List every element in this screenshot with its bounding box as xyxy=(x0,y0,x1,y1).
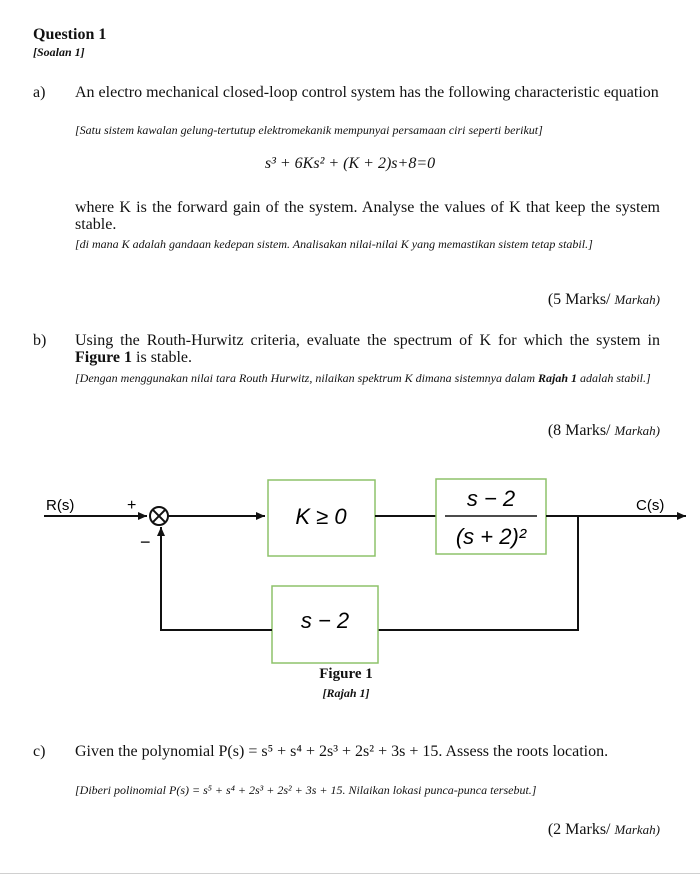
part-c-marks xyxy=(548,821,660,839)
part-a-marks-en: (5 Marks/ xyxy=(547,291,611,308)
part-b-marks xyxy=(548,422,660,440)
part-b-ms-pre: [Dengan menggunakan nilai tara Routh Hurwitz, nilaikan spektrum K dimana sistemnya dalam xyxy=(75,371,538,385)
part-c-marks-en: (2 Marks/ xyxy=(547,821,611,838)
controller-label: K ≥ 0 xyxy=(295,504,347,529)
part-c-text: Given the polynomial P(s) = s⁵ + s⁴ + 2s³ + 2s² + 3s + 15. Assess the roots location. xyxy=(75,743,609,760)
page-divider xyxy=(0,873,700,874)
part-b-marks-en: (8 Marks/ xyxy=(547,422,611,439)
minus-sign: − xyxy=(140,532,151,552)
part-b-ms-post: adalah stabil.] xyxy=(577,371,651,385)
part-a-where-text: where K is the forward gain of the system. Analyse the values of K that keep the system stable. xyxy=(75,199,660,233)
part-a-marks-ms: Markah) xyxy=(614,292,660,307)
block-diagram xyxy=(0,470,700,670)
part-b-marks-ms: Markah) xyxy=(614,423,660,438)
output-label: C(s) xyxy=(636,497,665,514)
characteristic-equation: s³ + 6Ks² + (K + 2)s+8=0 xyxy=(264,155,436,172)
question-title: Question 1 xyxy=(33,26,107,43)
part-a-marks xyxy=(548,291,660,309)
summing-junction xyxy=(150,507,168,525)
part-a-text-malay: [Satu sistem kawalan gelung-tertutup elektromekanik mempunyai persamaan ciri seperti berikut] xyxy=(75,123,543,137)
part-a-where-text-malay: [di mana K adalah gandaan kedepan sistem. Analisakan nilai-nilai K yang memastikan sistem tetap stabil.] xyxy=(75,237,593,251)
part-c-label: c) xyxy=(33,743,46,760)
feedback-path-left xyxy=(161,527,272,630)
part-c-text-malay: [Diberi polinomial P(s) = s⁵ + s⁴ + 2s³ + 2s² + 3s + 15. Nilaikan lokasi punca-punca tersebut.] xyxy=(75,783,537,797)
figure-caption: Figure 1 xyxy=(319,666,373,682)
part-a-text: An electro mechanical closed-loop control system has the following characteristic equation xyxy=(75,84,659,101)
part-b-text-post: is stable. xyxy=(132,349,193,366)
part-b-text-pre: Using the Routh-Hurwitz criteria, evaluate the spectrum of K for which the system in xyxy=(75,332,660,349)
plus-sign: + xyxy=(127,497,137,514)
figure-caption-malay: [Rajah 1] xyxy=(322,686,370,700)
part-b-text xyxy=(75,332,660,366)
part-b-ms-figure-ref: Rajah 1 xyxy=(537,371,577,385)
part-b-figure-ref: Figure 1 xyxy=(75,349,133,366)
part-b-text-malay xyxy=(75,371,660,385)
part-c-marks-ms: Markah) xyxy=(614,822,660,837)
plant-numerator: s − 2 xyxy=(466,486,516,511)
part-b-label: b) xyxy=(33,332,47,349)
part-a-label: a) xyxy=(33,84,46,101)
plant-denominator: (s + 2)² xyxy=(455,524,527,549)
feedback-label: s − 2 xyxy=(300,608,350,633)
input-label: R(s) xyxy=(46,497,75,514)
question-subtitle: [Soalan 1] xyxy=(33,45,85,59)
